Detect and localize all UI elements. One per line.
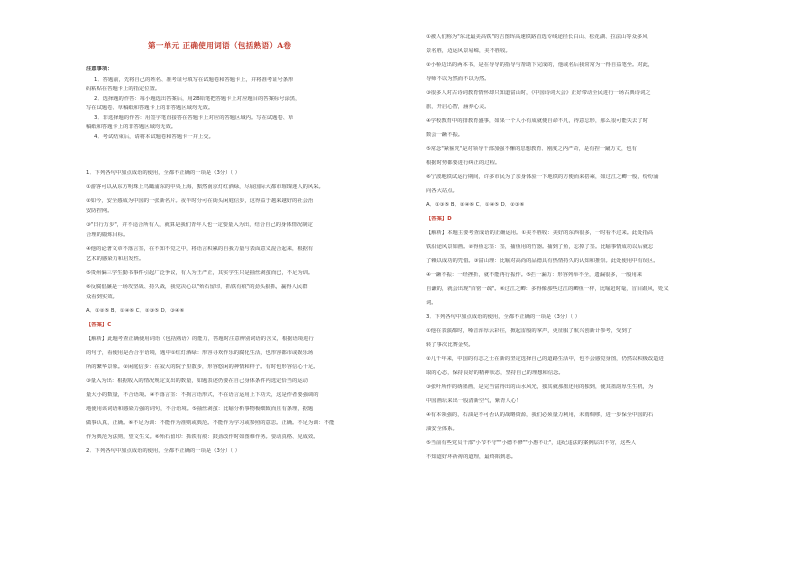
text-line: ④学校教育中的排教育盛事，如果一个人小有成就便自命不凡，得意忘形，那么很可能失去了时: [426, 118, 648, 124]
text-line: 油安全体系。: [426, 426, 458, 432]
text-line: 2．下列各句中加点成语的使用，全都不正确的一项是（3分）（ ）: [86, 448, 241, 454]
text-line: 自谦的，就会出现"百密一疏"。⑥过江之鲫：多得像那些过江的鲫鱼一样，比喻赶时髦，盲目跟风，贬义: [426, 286, 669, 292]
text-line: 数会一蹶不振。: [426, 132, 464, 138]
text-line: ③很多人对古诗词教育情怀却只知道富山时，《中国诗词大会》正好带动全民进行一场古典诗词之: [426, 90, 651, 96]
text-line: 地使用该词语和感染力强的词句，不合语境。⑤抽丝剥茧：比喻分析事物极细致而且有条理，据题: [86, 406, 314, 412]
text-line: ⑤常念"紧箍咒"是对领导干部加强不懈的思想教育、刚度之内严苛，是有捏一蹴万丈，也有: [426, 146, 637, 152]
text-line: 取的心态，保持良好的精神状态，坚持自己的理想和信念。: [426, 370, 564, 376]
text-line: 合理的锻炼目标。: [86, 232, 129, 238]
text-line: ⑤当前有些党员干部"小节不守""小德不修""小惠不让"，违纪违法的案例层出不穷，这些人: [426, 440, 637, 446]
text-line: 众看到实效。: [86, 294, 118, 300]
text-line: 【解析】本题主要考查成语的正确运用。①美不胜收：美好的东西很多，一时看不过来。此处指高: [426, 230, 654, 236]
text-line: 了赖以成功的凭借。③富山理：比喻对高尚的品德具有热情持久的认知和推崇。此处使用中有误区。: [426, 258, 659, 264]
text-line: 【解析】此题考查正确使用词语（包括熟语）的能力，答题时注意辨别词语的含义，根据语境进行: [86, 336, 314, 342]
text-line: 所的繁华景象。②闲庭信步：在寂大的院子里散步，形容悠闲的神情和样子。有时也形容信心十足。: [86, 364, 319, 370]
text-line: ②如今，安全感成为中国的一张新名片。夜半时分可在街头闲庭信步，这得益于越来越好的社会治: [86, 198, 314, 204]
text-line: 2．选择题的作答：每小题选出答案后，用2B铅笔把答题卡上对应题目的答案标号涂黑，: [94, 96, 301, 102]
text-line: ④有本领强的，石油是不可否认的战略资源，我们必须量力利用，未雨绸缪，进一步保全中国的石: [426, 412, 654, 418]
text-line: 导师不以为然而不以为然。: [426, 76, 490, 82]
page-title: 第一单元 正确使用词语（包括熟语）A卷: [148, 41, 292, 50]
text-line: 注意事项：: [86, 66, 113, 72]
text-line: 【答案】C: [86, 322, 112, 328]
text-line: 中国画坛来出一股清新空气，紫青人心！: [426, 398, 522, 404]
text-line: 词。: [426, 300, 437, 306]
text-line: 旅，开启心智，涵养心灵。: [426, 104, 490, 110]
text-line: 写在试题卷、草稿纸和答题卡上的非答题区域均无效。: [86, 105, 214, 111]
text-line: 做事认真，正确。⑥不足为训：不能作为准则或典范。不能作为学习或参照的意思。正确。不足为训：不能: [86, 420, 335, 426]
text-line: 作为典范为法则，望文生义。⑥殆石留印：抓铁有痕：鼓劲改作时如图难作务。要动真格、见成效。: [86, 434, 319, 440]
text-line: 3．非选择题的作答：用签字笔直接答在答题卡上对应的答题区域内。写在试题卷、草: [94, 115, 294, 121]
text-line: ③"日行万步"，并不适合所有人，就算是我们青年人也一定要量入为出，结合自己的身体情况制定: [86, 222, 313, 228]
text-line: 根据时势都要进行纠正的过程。: [426, 160, 501, 166]
text-line: ①他在表演都时，嗓音浑厚云彩往，掀起雷般的掌声，更征服了航兴创新计参考，受到了: [426, 328, 633, 334]
text-line: 量大小的数量，不合语境。④不落言筌：不拘言语形式，不在语言运用上下功夫，这是作者要强调的: [86, 392, 319, 398]
text-line: 1．下列各句中加点成语的使用，全都不正确的一项是（3分）（ ）: [86, 170, 241, 176]
text-line: 艺术的感染力和启发性。: [86, 256, 145, 262]
text-line: ④他的论著文章不落言筌，在不知不觉之中，将语言积累的自我力量与表面意义混合起来，根据有: [86, 246, 314, 252]
text-line: 景名胜，迈运风景易嵘，美不胜收。: [426, 48, 511, 54]
text-line: ③张叶所作的绣墨画，是完当富得出的山水风光，独其就那墨还用的独到，使其墨韵厚生生机，为: [426, 384, 654, 390]
text-line: 铁沿途风景如画。②得鱼忘筌：筌，捕鱼用的竹器。捕到了鱼，忘掉了筌。比喻事情成功以后就忘: [426, 244, 654, 250]
text-line: ②几千年来，中国的有志之士在新的坚定选择自己的道路生活中，也不会感觉身图，仍然以积极改造进: [426, 356, 664, 362]
text-line: A．①②⑤ B．①④⑥ C．②③⑤ D．③④⑥: [86, 308, 185, 314]
text-line: 不知道好坏祈祷的道理，最终陷到恶。: [426, 454, 517, 460]
text-line: 向各大站点。: [426, 188, 458, 194]
text-line: ⑥反腐倡廉是一场攻坚战、持久战，我党决心以"殆石留印，抓铁有痕"的劲头狠抓，赢得人民群: [86, 284, 308, 290]
text-line: 3．下列各句中加点成语的使用，全都不正确的一项是（3分）（ ）: [426, 314, 581, 320]
text-line: ①游客可以从东方明珠上鸟瞰浦东的中央上海，黯然南京灯红酒绿，尽展国际大都市璀璨迷人的风采。: [86, 184, 324, 190]
text-line: ③量入为出：根据收入的情况规定支出的数量，如题表述仍要在自己身体条件内选定恰当的运动: [86, 378, 308, 384]
text-line: ①被人们称为"东北最美高铁"的吉图珲高速铁路首选专线途径长白山、松花湖、拉法山等众多风: [426, 34, 648, 40]
text-line: 安防控网。: [86, 208, 113, 214]
text-line: 转了事次比赛金奖。: [426, 342, 474, 348]
text-line: ⑥宁波地铁试运行期间，许多市民为了亲身体验一下地铁的方便而来搭乘，如过江之鲫一般，纷纷涌: [426, 174, 659, 180]
text-line: A．①③⑤ B．②④⑥ C．①④⑤ D．②③⑥: [426, 202, 525, 208]
text-line: 的句子，看使用是否合乎语境，题中①红灯酒绿：形容寻欢作乐的腐化生活，也形容都市或娱乐场: [86, 350, 314, 356]
text-line: ⑤贵州偏三学生勤书事件引起广泛争议，有人为王严正，其实学生只是抽丝剥茧而已，不足为训。: [86, 270, 314, 276]
text-line: 1．答题前，先将自己的姓名、准考证号填写在试题卷和答题卡上，并将准考证号条形: [94, 77, 294, 83]
text-line: 稿纸和答题卡上的非答题区域均无效。: [86, 124, 177, 130]
text-line: ②小桥边出的两本书，是在导导的指导与帮助下完成的，他或名后我常常为一得自益笔至。对此，: [426, 62, 654, 68]
text-line: ④一蹶不振：一经挫折，就不能再行振作。⑤拦一漏万：形容列举不全，遗漏很多，一般用来: [426, 272, 643, 278]
text-line: 【答案】D: [426, 216, 452, 222]
text-line: 4．考试结束后，请将本试题卷和答题卡一并上交。: [94, 134, 214, 140]
text-line: 码粘贴在答题卡上的指定位置。: [86, 86, 161, 92]
